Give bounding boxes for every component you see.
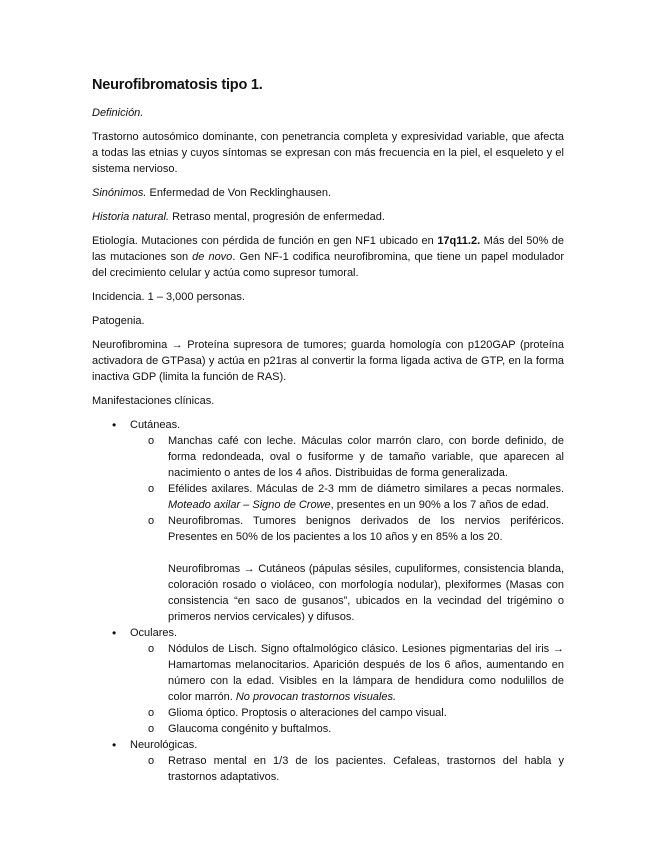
sinonimos-label: Sinónimos. — [92, 187, 147, 199]
circle-bullet-icon: o — [148, 723, 155, 735]
sinonimos-paragraph — [92, 185, 564, 201]
oculares-item-lisch-italic: No provocan trastornos visuales. — [235, 691, 397, 703]
cutaneas-label: Cutáneas. — [130, 419, 181, 431]
manifestaciones-list — [92, 417, 564, 785]
definicion-text: Trastorno autosómico dominante, con penetrancia completa y expresividad variable, que afecta a todas las etnias y cuyos síntomas se expresan con más frecuencia en la piel, el esqueleto y el sistema nervioso. — [92, 131, 564, 175]
document-content — [92, 75, 564, 785]
cutaneas-item-manchas: Manchas café con leche. Máculas color marrón claro, con borde definido, de forma redondeada, oval o fusiforme y de tamaño variable, que aparecen al nacimiento o antes de los 4 años. Distribuidas de forma generalizada. — [168, 435, 564, 479]
list-item — [130, 433, 564, 481]
etiologia-de-novo: de novo — [192, 251, 233, 263]
list-item — [130, 513, 564, 545]
list-item — [130, 721, 564, 737]
list-item-oculares — [92, 625, 564, 737]
neurologicas-sublist — [130, 753, 564, 785]
circle-bullet-icon: o — [148, 707, 155, 719]
cutaneas-item-efelides-end: , presentes en un 90% a los 7 años de edad. — [330, 499, 549, 511]
circle-bullet-icon: o — [148, 483, 155, 495]
definicion-label: Definición. — [92, 107, 144, 119]
page-title: Neurofibromatosis tipo 1. — [92, 77, 263, 93]
list-item — [130, 481, 564, 513]
etiologia-paragraph — [92, 233, 564, 281]
neurofibromas-detail: Neurofibromas → Cutáneos (pápulas sésiles, cupuliformes, consistencia blanda, coloración rosado o violáceo, con morfología nodular), plexiformes (Masas con consistencia “en saco de gusanos”, ubicados en la vecindad del trigémino o primeros nervios cervicales) y difusos. — [168, 563, 564, 623]
patogenia-label: Patogenia. — [92, 315, 145, 327]
historia-label: Historia natural. — [92, 211, 170, 223]
incidencia-paragraph: Incidencia. 1 – 3,000 personas. — [92, 291, 245, 303]
bullet-icon: • — [112, 626, 117, 640]
historia-text: Retraso mental, progresión de enfermedad. — [169, 211, 385, 223]
etiologia-locus: 17q11.2. — [437, 235, 481, 247]
oculares-label: Oculares. — [130, 627, 178, 639]
etiologia-text-2: Más del 50% de las mutaciones son — [92, 235, 565, 263]
neurologicas-item-retraso: Retraso mental en 1/3 de los pacientes. Cefaleas, trastornos del habla y trastornos adaptativos. — [168, 755, 564, 783]
list-item — [130, 753, 564, 785]
cutaneas-item-neurofibromas: Neurofibromas. Tumores benignos derivados de los nervios periféricos. Presentes en 50% de los pacientes a los 10 años y en 85% a los 20. — [168, 515, 564, 543]
oculares-item-lisch: Nódulos de Lisch. Signo oftalmológico clásico. Lesiones pigmentarias del iris → Hamartomas melanocitarios. Aparición después de los 6 años, aumentando en número con la edad. Visibles en la lámpara de hendidura como nodulillos de color marrón. — [168, 643, 564, 703]
circle-bullet-icon: o — [148, 435, 155, 447]
manifestaciones-label: Manifestaciones clínicas. — [92, 395, 215, 407]
oculares-item-glioma: Glioma óptico. Proptosis o alteraciones del campo visual. — [168, 707, 447, 719]
cutaneas-sublist — [130, 433, 564, 545]
list-item — [130, 705, 564, 721]
neurologicas-label: Neurológicas. — [130, 739, 198, 751]
etiologia-text-3: . Gen NF-1 codifica neurofibromina, que tiene un papel modulador del crecimiento celular y actúa como supresor tumoral. — [92, 251, 565, 279]
oculares-item-glaucoma: Glaucoma congénito y buftalmos. — [168, 723, 332, 735]
circle-bullet-icon: o — [148, 755, 155, 767]
cutaneas-item-efelides-italic: Moteado axilar – Signo de Crowe — [168, 499, 331, 511]
list-item-cutaneas — [92, 417, 564, 625]
patogenia-text: Neurofibromina → Proteína supresora de tumores; guarda homología con p120GAP (proteína activadora de GTPasa) y actúa en p21ras al convertir la forma ligada activa de GTP, en la forma inactiva GDP (limita la función de RAS). — [92, 339, 564, 383]
circle-bullet-icon: o — [148, 515, 155, 527]
circle-bullet-icon: o — [148, 643, 155, 655]
sinonimos-text: Enfermedad de Von Recklinghausen. — [146, 187, 332, 199]
oculares-sublist — [130, 641, 564, 737]
list-item-neurologicas — [92, 737, 564, 785]
etiologia-text-1: Etiología. Mutaciones con pérdida de función en gen NF1 ubicado en — [92, 235, 438, 247]
bullet-icon: • — [112, 738, 117, 752]
cutaneas-item-efelides: Efélides axilares. Máculas de 2-3 mm de diámetro similares a pecas normales. — [168, 483, 564, 495]
historia-paragraph — [92, 209, 564, 225]
spacer — [130, 545, 564, 561]
list-item — [130, 641, 564, 705]
bullet-icon: • — [112, 418, 117, 432]
